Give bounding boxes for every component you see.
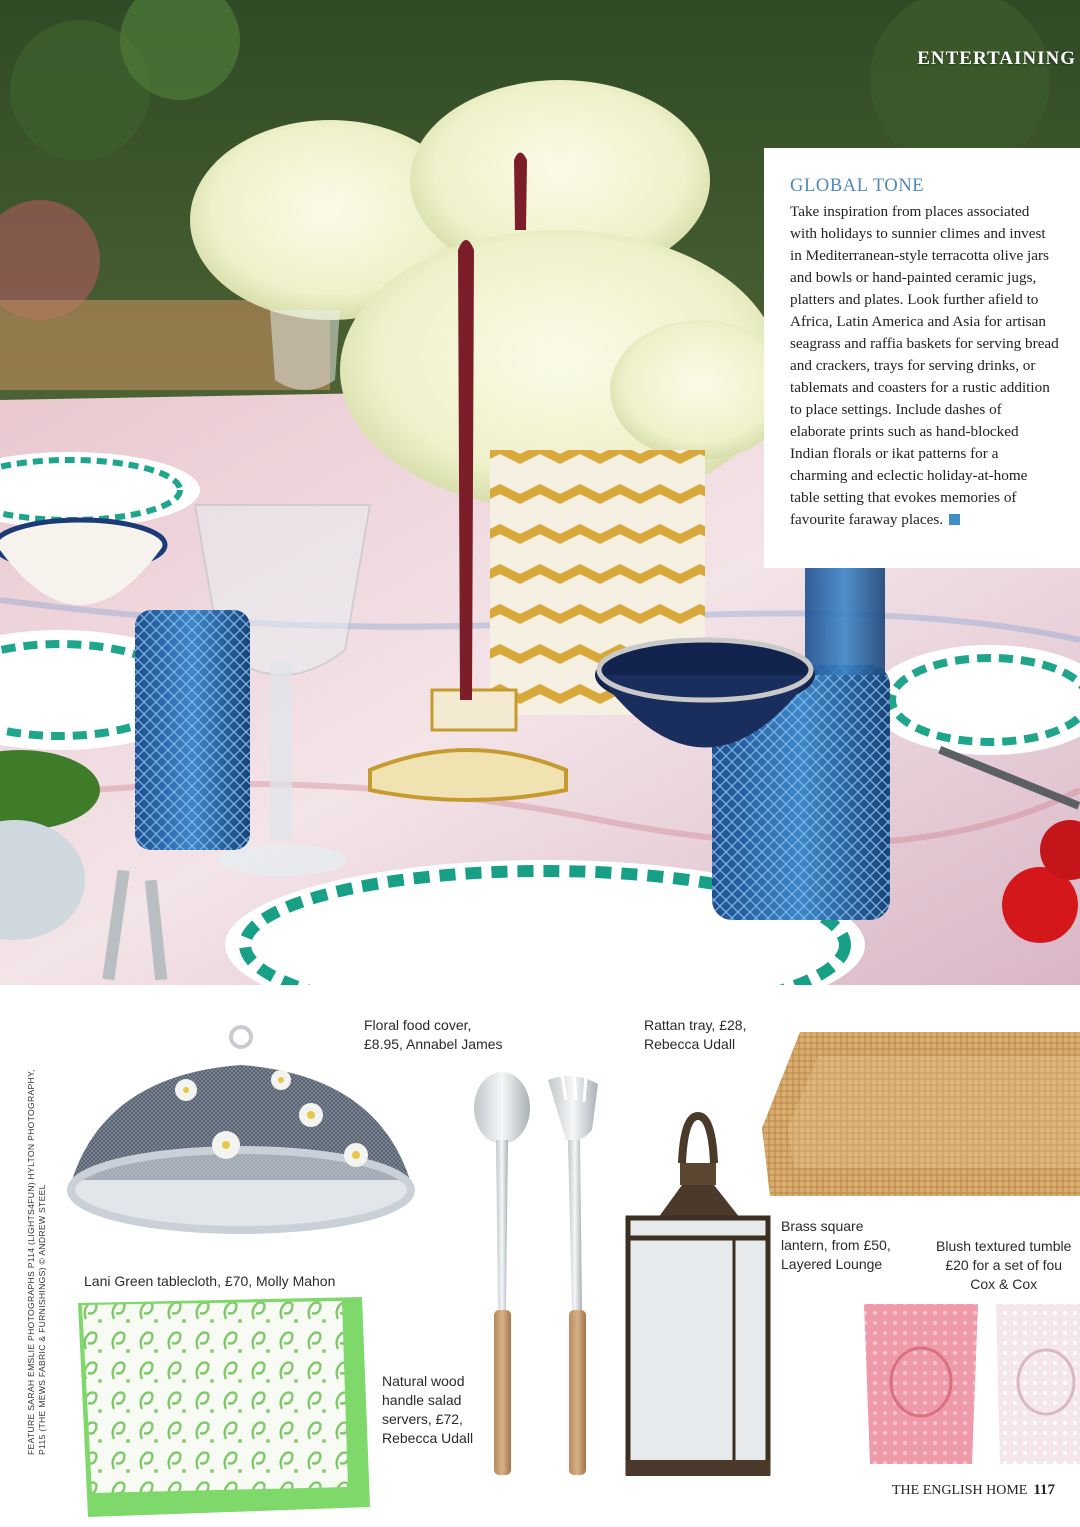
feature-heading: GLOBAL TONE (790, 176, 925, 196)
tumblers-image (860, 1298, 1080, 1470)
feature-body-line: tablemats and coasters for a rustic addition (790, 379, 1050, 396)
section-label: ENTERTAINING (917, 48, 1076, 69)
feature-body-line: Africa, Latin America and Asia for artisan (790, 313, 1046, 330)
feature-body (790, 201, 1080, 531)
feature-body-line: with holidays to sunnier climes and invest (790, 225, 1046, 242)
tablecloth-caption: Lani Green tablecloth, £70, Molly Mahon (84, 1273, 336, 1289)
tablecloth-image (78, 1297, 370, 1517)
salad-servers-caption: Natural wood handle salad servers, £72, Rebecca Udall (382, 1373, 474, 1446)
feature-body-line: Indian florals or ikat patterns for a (790, 445, 999, 462)
feature-body-line: platters and plates. Look further afield to (790, 291, 1039, 308)
salad-servers-image (470, 1070, 605, 1480)
lantern-caption: Brass square lantern, from £50, Layered Lounge (781, 1218, 891, 1272)
page-number: 117 (1033, 1482, 1056, 1498)
feature-body-line: to place settings. Include dashes of (790, 401, 1002, 418)
food-cover-caption: Floral food cover, £8.95, Annabel James (364, 1017, 503, 1052)
feature-body-line: and crackers, trays for serving drinks, or (790, 357, 1036, 374)
end-mark-icon (949, 514, 960, 525)
feature-body-line: elaborate prints such as hand-blocked (790, 423, 1019, 440)
feature-body-line: table setting that evokes memories of (790, 489, 1017, 506)
rattan-tray-image (760, 1028, 1080, 1198)
feature-body-line: in Mediterranean-style terracotta olive jars (790, 247, 1049, 264)
photo-credit: FEATURE SARAH EMSLIE PHOTOGRAPHS P114 (LIGHTS4FUN) HYLTON PHOTOGRAPHY, P115 (THE MEWS FABRIC & FURNISHINGS) © ANDREW STEEL (26, 1069, 47, 1455)
rattan-tray-caption: Rattan tray, £28, Rebecca Udall (644, 1017, 747, 1052)
feature-body-line: charming and eclectic holiday-at-home (790, 467, 1028, 484)
feature-body-line: seagrass and raffia baskets for serving bread (790, 335, 1059, 352)
feature-text-box (764, 148, 1080, 568)
feature-body-line: Take inspiration from places associated (790, 203, 1030, 220)
tumblers-caption: Blush textured tumble £20 for a set of fou Cox & Cox (936, 1238, 1072, 1292)
page-footer (892, 1482, 1055, 1499)
magazine-name: THE ENGLISH HOME (892, 1483, 1028, 1498)
lantern-image (622, 1108, 774, 1480)
feature-body-line-last: favourite faraway places. (790, 509, 1080, 531)
feature-body-line: and bowls or hand-painted ceramic jugs, (790, 269, 1037, 286)
